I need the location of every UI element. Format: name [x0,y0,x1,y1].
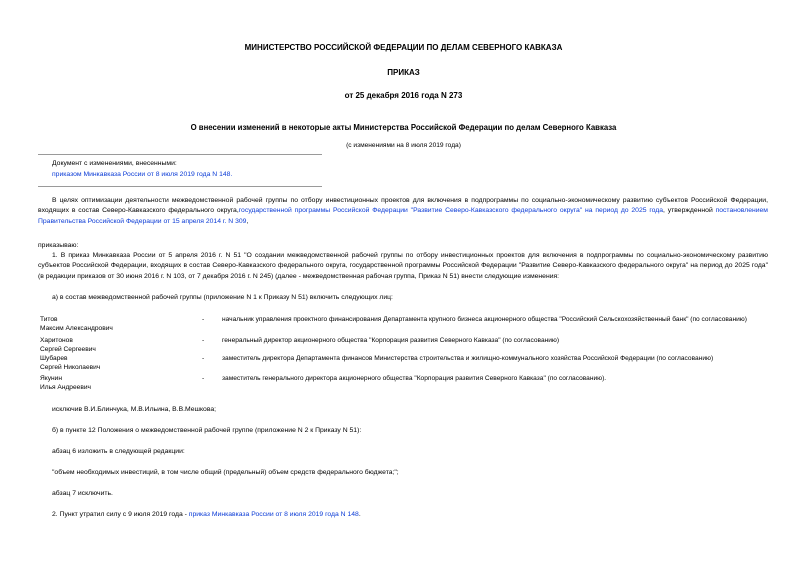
document-date-number: от 25 декабря 2016 года N 273 [344,91,463,100]
member-surname: Харитонов [40,337,73,344]
member-dash: - [202,355,205,362]
preamble-text-2: , утвержденной [663,207,716,215]
member-name: Илья Андреевич [40,384,91,391]
preamble-paragraph [38,196,768,227]
member-dash: - [202,375,205,382]
member-surname: Шубарев [40,355,68,362]
preamble-text-3: , [246,217,249,225]
member-surname: Титов [40,316,58,323]
prikazyvayu-label: приказываю: [38,242,79,249]
document-type: ПРИКАЗ [387,68,420,77]
member-position: начальник управления проектного финансирования Департамента крупного бизнеса акционерного общества "Российский Сельскохозяйственный банк" (по согласованию) [222,316,747,323]
ministry-heading: МИНИСТЕРСТВО РОССИЙСКОЙ ФЕДЕРАЦИИ ПО ДЕЛАМ СЕВЕРНОГО КАВКАЗА [244,43,563,52]
exclude-line: исключив В.И.Блинчука, М.В.Ильина, В.В.Мешкова; [52,406,217,413]
preamble-text-1: В целях оптимизации деятельности межведомственной рабочей группы по отбору инвестиционных проектов для включения в подпрограммы по социально-экономическому развитию субъектов Российской Федерации, входящих в состав Северо-Кавказского федерального округа, [38,197,768,215]
paragraph-2-text: 2. Пункт утратил силу с 9 июля 2019 года - [52,511,189,518]
member-dash: - [202,316,205,323]
document-title: О внесении изменений в некоторые акты Министерства Российской Федерации по делам Северного Кавказа [190,123,617,132]
paragraph-2 [52,510,361,519]
abzac-6-line: абзац 6 изложить в следующей редакции: [52,448,185,455]
paragraph-1: 1. В приказ Минкавказа России от 5 апреля 2016 г. N 51 "О создании межведомственной рабочей группы по отбору инвестиционных проектов для включения в подпрограммы по социально-экономическому развитию субъектов Российской Федерации, входящих в состав Северо-Кавказского федерального округа, государственной программы Российской Федерации "Развитие Северо-Кавказского федерального округа" на период до 2025 года" (в редакции приказов от 30 июня 2016 г. N 103, от 7 декабря 2016 г. N 245) (далее - межведомственная рабочая группа, Приказ N 51) внести следующие изменения: [38,252,768,280]
revision-note: (с изменениями на 8 июля 2019 года) [346,142,461,149]
member-position: заместитель генерального директора акционерного общества "Корпорация развития Северного Кавказа" (по согласованию). [222,375,607,382]
member-position: заместитель директора Департамента финансов Министерства строительства и жилищно-коммунального хозяйства Российской Федерации (по согласованию) [222,355,714,362]
state-program-link[interactable]: государственной программы Российской Федерации "Развитие Северо-Кавказского федерального округа" на период до 2025 года [238,207,664,215]
quoted-text: "объем необходимых инвестиций, в том числе общий (предельный) объем средств федерального бюджета;"; [52,469,399,476]
subparagraph-b: б) в пункте 12 Положения о межведомственной рабочей группе (приложение N 2 к Приказу N 51): [52,427,362,434]
amendment-link[interactable]: приказом Минкавказа России от 8 июля 2019 года N 148. [52,171,233,178]
member-position: генеральный директор акционерного общества "Корпорация развития Северного Кавказа" (по согласованию) [222,337,560,344]
paragraph-2-end: . [358,511,361,518]
member-name: Максим Александрович [40,325,113,332]
member-name: Сергей Сергеевич [40,346,96,353]
amendment-note-label: Документ с изменениями, внесенными: [52,160,177,167]
abzac-7-line: абзац 7 исключить. [52,490,113,497]
member-surname: Якунин [40,375,62,382]
divider-bottom [38,186,322,187]
government-decree-link[interactable]: постановлением Правительства Российской Федерации от 15 апреля 2014 г. N 309 [38,207,768,225]
member-name: Сергей Николаевич [40,364,101,371]
subparagraph-a: а) в состав межведомственной рабочей группы (приложение N 1 к Приказу N 51) включить следующих лиц: [52,294,393,301]
divider-top [38,154,322,155]
repeal-order-link[interactable]: приказ Минкавказа России от 8 июля 2019 года N 148 [188,511,359,518]
member-dash: - [202,337,205,344]
